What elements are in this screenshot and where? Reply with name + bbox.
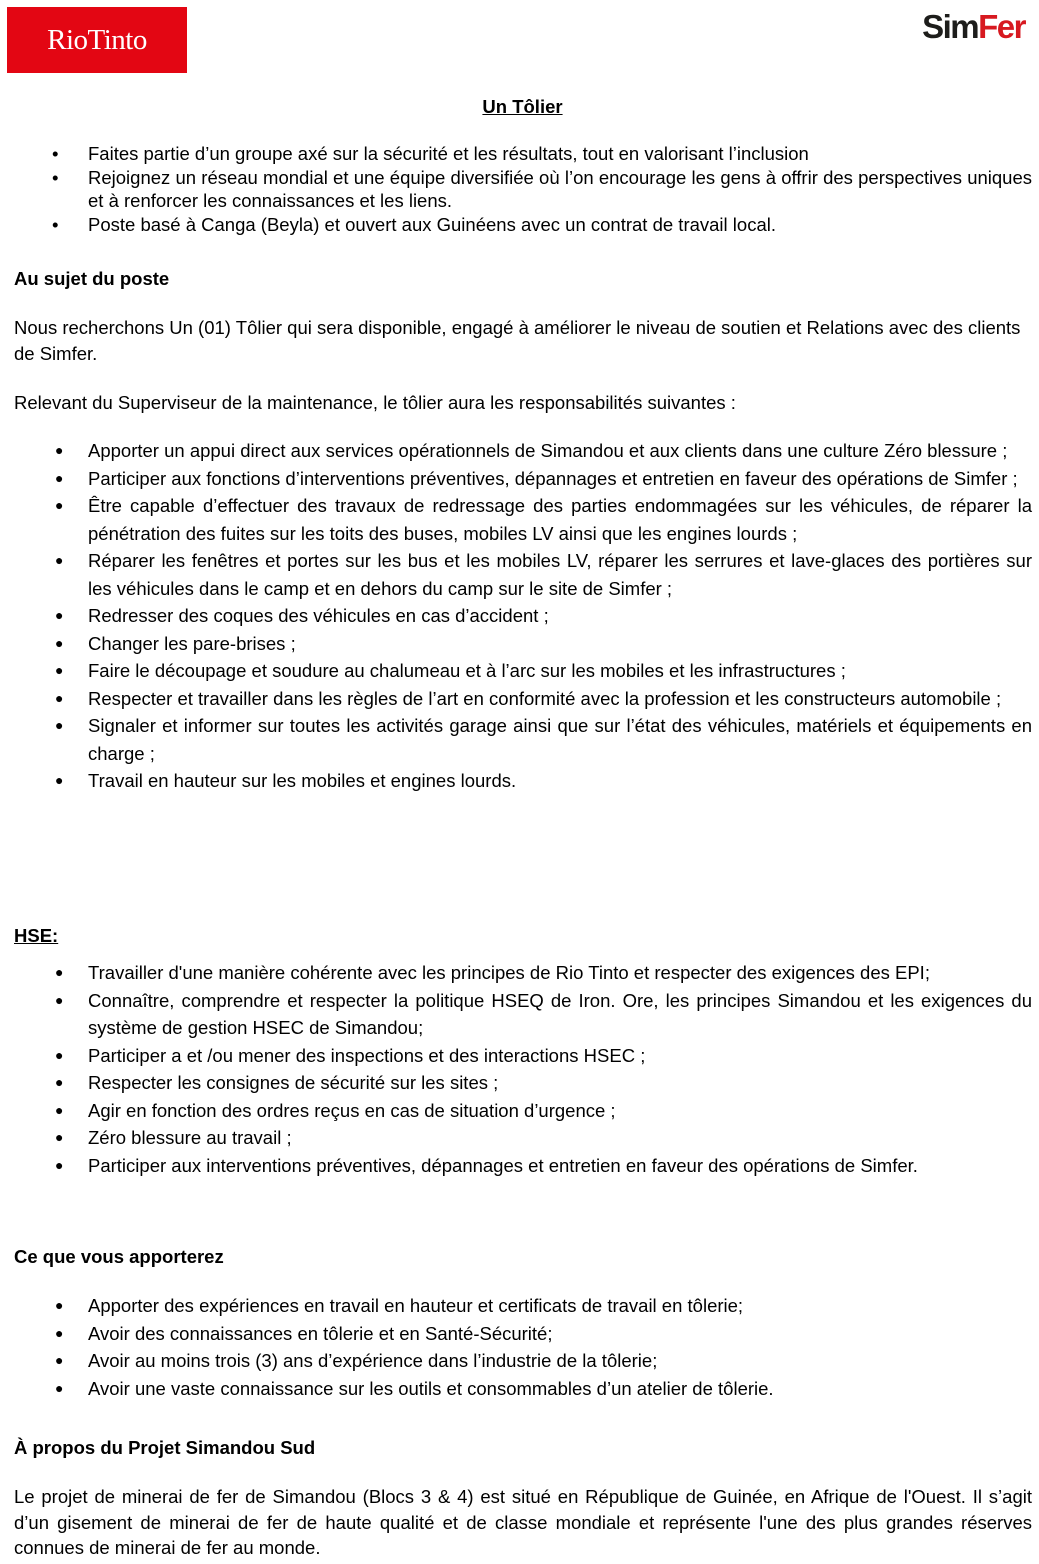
section-heading-about: Au sujet du poste: [14, 268, 170, 289]
list-item: ● Faire le découpage et soudure au chalumeau et à l’arc sur les mobiles et les infrastructures ;: [55, 660, 846, 681]
list-item: ● Participer aux interventions préventives, dépannages et entretien en faveur des opérations de Simfer.: [55, 1154, 918, 1176]
list-item: ● Réparer les fenêtres et portes sur les bus et les mobiles LV, réparer les serrures et lave-glaces des portières sur les véhicules dans le camp et en dehors du camp sur le site de Simfer ;: [55, 550, 1032, 599]
list-item: ● Avoir au moins trois (3) ans d’expérience dans l’industrie de la tôlerie;: [55, 1350, 658, 1371]
list-item: ● Connaître, comprendre et respecter la politique HSEQ de Iron. Ore, les principes Simandou et les exigences du système de gestion HSEC de Simandou;: [55, 989, 1032, 1038]
list-item: ● Être capable d’effectuer des travaux de redressage des parties endommagées sur les véhicules, de réparer la pénétration des fuites sur les toits des buses, mobiles LV ainsi que les engines lourds ;: [55, 495, 1032, 544]
list-item: ● Redresser des coques des véhicules en cas d’accident ;: [55, 605, 549, 626]
requirements-list: [14, 1292, 1032, 1402]
list-item: ● Signaler et informer sur toutes les activités garage ainsi que sur l’état des véhicules, matériels et équipements en charge ;: [55, 715, 1032, 764]
responsibilities-list: [14, 437, 1032, 795]
list-item: ● Travailler d'une manière cohérente avec les principes de Rio Tinto et respecter des exigences des EPI;: [55, 962, 930, 983]
intro-list: [14, 142, 1032, 236]
simfer-logo: SimFer: [922, 8, 1025, 45]
list-item: ● Apporter des expériences en travail en hauteur et certificats de travail en tôlerie;: [55, 1295, 744, 1316]
list-item: ● Apporter un appui direct aux services opérationnels de Simandou et aux clients dans une culture Zéro blessure ;: [55, 440, 1008, 461]
hse-list: [14, 959, 1032, 1179]
list-item: • Poste basé à Canga (Beyla) et ouvert aux Guinéens avec un contrat de travail local.: [52, 213, 776, 235]
about-intro-paragraph: Relevant du Superviseur de la maintenance, le tôlier aura les responsabilités suivantes :: [14, 392, 736, 413]
section-heading-project: À propos du Projet Simandou Sud: [14, 1437, 316, 1458]
riotinto-logo: RioTinto: [7, 7, 187, 73]
list-item: • Rejoignez un réseau mondial et une équipe diversifiée où l’on encourage les gens à offrir des perspectives uniques et à renforcer les connaissances et les liens.: [52, 166, 1032, 211]
list-item: ● Participer a et /ou mener des inspections et des interactions HSEC ;: [55, 1044, 646, 1066]
list-item: ● Participer aux fonctions d’interventions préventives, dépannages et entretien en faveur des opérations de Simfer ;: [55, 467, 1018, 489]
list-item: ● Changer les pare-brises ;: [55, 632, 296, 654]
project-paragraph: Le projet de minerai de fer de Simandou (Blocs 3 & 4) est situé en République de Guinée, en Afrique de l'Ouest. Il s’agit d’un gisement de minerai de fer de haute qualité et de classe mondiale et représente l'une des plus grandes réserves connues de minerai de fer au monde.: [14, 1486, 1032, 1558]
list-item: ● Avoir une vaste connaissance sur les outils et consommables d’un atelier de tôlerie.: [55, 1377, 774, 1399]
page-title: Un Tôlier: [482, 96, 563, 117]
about-paragraph: Nous recherchons Un (01) Tôlier qui sera disponible, engagé à améliorer le niveau de soutien et Relations avec des clients de Simfer.: [14, 317, 1021, 364]
list-item: ● Zéro blessure au travail ;: [55, 1127, 292, 1148]
section-heading-bring: Ce que vous apporterez: [14, 1246, 224, 1267]
list-item: ● Avoir des connaissances en tôlerie et en Santé-Sécurité;: [55, 1322, 553, 1344]
list-item: • Faites partie d’un groupe axé sur la sécurité et les résultats, tout en valorisant l’inclusion: [52, 143, 809, 164]
list-item: ● Respecter les consignes de sécurité sur les sites ;: [55, 1072, 499, 1093]
section-heading-hse: HSE:: [14, 925, 59, 946]
list-item: ● Agir en fonction des ordres reçus en cas de situation d’urgence ;: [55, 1099, 616, 1121]
list-item: ● Respecter et travailler dans les règles de l’art en conformité avec la profession et les constructeurs automobile ;: [55, 687, 1002, 709]
list-item: ● Travail en hauteur sur les mobiles et engines lourds.: [55, 770, 517, 791]
